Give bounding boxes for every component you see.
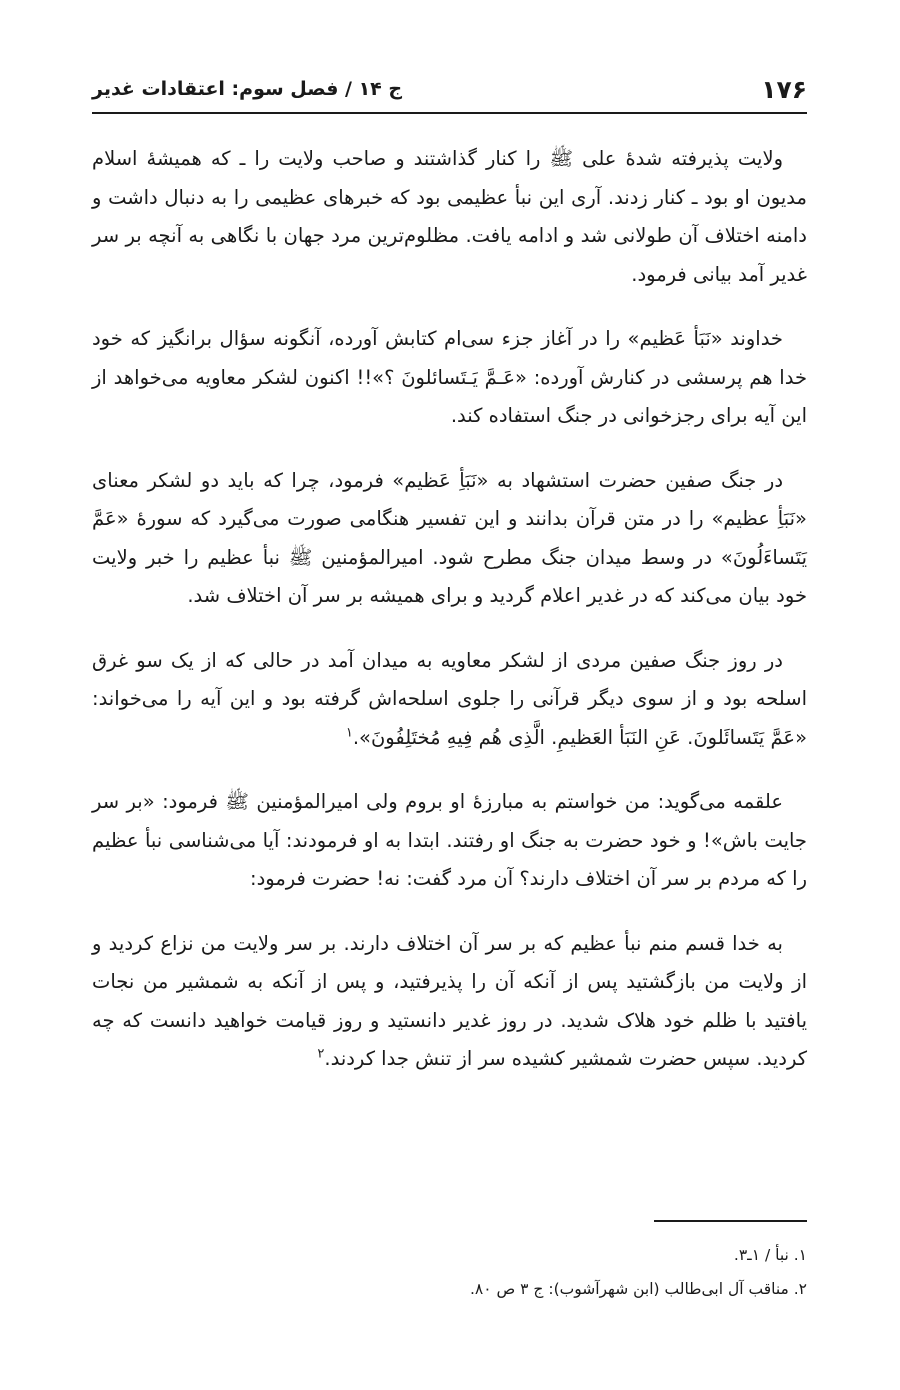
paragraph: در جنگ صفین حضرت استشهاد به «نَبَأِ عَظیم» فرمود، چرا که باید دو لشکر معنای «نَبَأِ عظیم» را در متن قرآن بدانند و این تفسیر هنگامی صورت می‌گیرد که سورهٔ «عَمَّ یَتَساءَلُونَ» در وسط میدان جنگ مطرح شود. امیرالمؤمنین ﷺ نبأ عظیم را خبر ولایت خود بیان می‌کند که در غدیر اعلام گردید و برای همیشه بر سر آن اختلاف شد.	[92, 468, 807, 607]
footnote-divider	[654, 1220, 807, 1222]
paragraph: در روز جنگ صفین مردی از لشکر معاویه به میدان آمد در حالی که از یک سو غرق اسلحه بود و از سوی دیگر قرآنی را جلوی اسلحه‌اش گرفته بود و این آیه را می‌خواند: «عَمَّ یَتَسائَلونَ. عَنِ النَبَأ العَظیمِ. الَّذِی هُم فِیهِ مُختَلِفُونَ».$^۱$	[92, 648, 807, 749]
paragraph: ولایت پذیرفته شدهٔ علی ﷺ را کنار گذاشتند و صاحب ولایت را ـ که همیشهٔ اسلام مدیون او بود ـ کنار زدند. آری این نبأ عظیمی بود که خبرهای عظیمی را به دنبال داشت و دامنه اختلاف آن طولانی شد و ادامه یافت. مظلوم‌ترین مرد جهان با نگاهی به آنچه بر سر غدیر آمد بیانی فرمود.	[92, 147, 807, 286]
paragraph: علقمه می‌گوید: من خواستم به مبارزهٔ او بروم ولی امیرالمؤمنین ﷺ فرمود: «بر سر جایت باش»! و خود حضرت به جنگ او رفتند. ابتدا به او فرمودند: آیا می‌شناسی نبأ عظیم را که مردم بر سر آن اختلاف دارند؟ آن مرد گفت: نه! حضرت فرمود:	[92, 790, 807, 890]
footnote: ۱. نبأ / ۱ـ۳.	[733, 1246, 807, 1264]
running-title: ج ۱۴ / فصل سوم: اعتقادات غدیر	[92, 78, 403, 100]
footnotes	[92, 1238, 807, 1306]
footnote-marker[interactable]: ۲	[317, 1046, 325, 1062]
footnote: ۲. مناقب آل ابی‌طالب (ابن شهرآشوب): ج ۳ ص ۸۰.	[469, 1280, 807, 1298]
paragraph: خداوند «نَبَأ عَظیم» را در آغاز جزء سی‌ام کتابش آورده، آنگونه سؤال برانگیز که خود خدا هم پرسشی در کنارش آورده: «عَـمَّ یَـتَسائلونَ ؟»!! اکنون لشکر معاویه می‌خواهد از این آیه برای رجزخوانی در جنگ استفاده کند.	[92, 327, 807, 427]
body-text	[92, 140, 807, 1105]
paragraph: به خدا قسم منم نبأ عظیم که بر سر آن اختلاف دارند. بر سر ولایت من نزاع کردید و از ولایت من بازگشتید پس از آنکه آن را پذیرفتید، و پس از آنکه به شمشیر من نجات یافتید با ظلم خود هلاک شدید. در روز غدیر دانستید و روز قیامت خواهید دانست که چه کردید. سپس حضرت شمشیر کشیده سر از تنش جدا کردند.$^۲$	[92, 931, 807, 1070]
footnote-marker[interactable]: ۱	[345, 725, 353, 740]
page-header	[92, 66, 807, 114]
book-page	[92, 0, 807, 1390]
page-number: ۱۷۶	[761, 74, 807, 104]
